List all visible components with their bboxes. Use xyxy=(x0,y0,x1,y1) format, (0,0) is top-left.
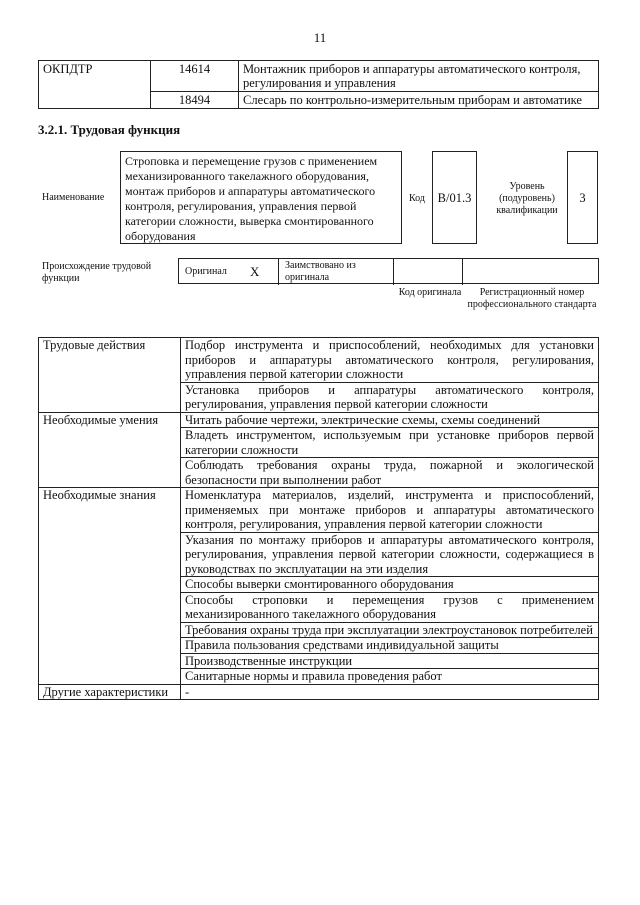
row-label: Трудовые действия xyxy=(39,338,181,413)
table-row xyxy=(39,61,599,92)
table-cell: Владеть инструментом, используемым при установке приборов первой категории сложности xyxy=(181,428,599,458)
reg-number-label: Регистрационный номер профессионального стандарта xyxy=(467,287,597,310)
origin-row xyxy=(178,258,599,284)
okpdtr-code: 18494 xyxy=(151,92,239,109)
okpdtr-title: Монтажник приборов и аппаратуры автоматического контроля, регулирования и управления xyxy=(239,61,599,92)
table-cell: - xyxy=(181,684,599,700)
table-cell: Указания по монтажу приборов и аппаратуры автоматического контроля, регулирования, управления первой категории сложности, содержащиеся в руководствах по эксплуатации на эти изделия xyxy=(181,532,599,577)
function-code: B/01.3 xyxy=(432,151,477,244)
table-cell: Установка приборов и аппаратуры автоматического контроля, регулирования, управления первой категории сложности xyxy=(181,382,599,412)
table-cell: Номенклатура материалов, изделий, инструмента и приспособлений, применяемых при монтаже приборов и аппаратуры автоматического контроля, регулирования, управления первой категории сложности xyxy=(181,488,599,533)
row-label: Необходимые знания xyxy=(39,488,181,685)
row-label: Необходимые умения xyxy=(39,412,181,488)
table-cell: Требования охраны труда при эксплуатации электроустановок потребителей xyxy=(181,622,599,638)
level-label: Уровень (подуровень) квалификации xyxy=(496,181,558,216)
origin-label: Происхождение трудовой функции xyxy=(42,261,152,284)
table-cell: Читать рабочие чертежи, электрические схемы, схемы соединений xyxy=(181,412,599,428)
table-row xyxy=(39,488,599,533)
table-row xyxy=(39,684,599,700)
code-label: Код xyxy=(409,193,425,204)
okpdtr-label: ОКПДТР xyxy=(39,61,151,109)
table-cell: Способы выверки смонтированного оборудования xyxy=(181,577,599,593)
table-cell: Производственные инструкции xyxy=(181,653,599,669)
original-label: Оригинал xyxy=(185,266,227,277)
table-cell: Способы строповки и перемещения грузов с применением механизированного такелажного оборудования xyxy=(181,592,599,622)
original-mark: X xyxy=(250,264,260,279)
requirements-table xyxy=(38,337,599,700)
table-row xyxy=(39,412,599,428)
page-number: 11 xyxy=(313,30,327,45)
okpdtr-code: 14614 xyxy=(151,61,239,92)
okpdtr-title: Слесарь по контрольно-измерительным приборам и автоматике xyxy=(239,92,599,109)
reg-number-cell xyxy=(463,259,598,285)
table-row xyxy=(39,338,599,383)
borrowed-label: Заимствовано из оригинала xyxy=(285,260,356,283)
code-original-cell xyxy=(394,259,463,285)
section-title: 3.2.1. Трудовая функция xyxy=(38,122,181,137)
borrowed-cell xyxy=(279,259,394,285)
table-cell: Соблюдать требования охраны труда, пожарной и экологической безопасности при выполнении работ xyxy=(181,458,599,488)
table-cell: Подбор инструмента и приспособлений, необходимых для установки приборов и аппаратуры автоматического контроля, регулирования, управления первой категории сложности xyxy=(181,338,599,383)
table-cell: Санитарные нормы и правила проведения работ xyxy=(181,669,599,685)
function-name: Строповка и перемещение грузов с применением механизированного такелажного оборудования, монтаж приборов и аппаратуры автоматического контроля, регулирования, управления первой категории сложности, выверка смонтированного оборудования xyxy=(120,151,402,244)
row-label: Другие характеристики xyxy=(39,684,181,700)
original-cell xyxy=(179,259,279,285)
name-label: Наименование xyxy=(42,192,105,203)
qualification-level: 3 xyxy=(567,151,598,244)
code-original-label: Код оригинала xyxy=(398,287,462,298)
table-cell: Правила пользования средствами индивидуальной защиты xyxy=(181,638,599,654)
okpdtr-table xyxy=(38,60,599,109)
